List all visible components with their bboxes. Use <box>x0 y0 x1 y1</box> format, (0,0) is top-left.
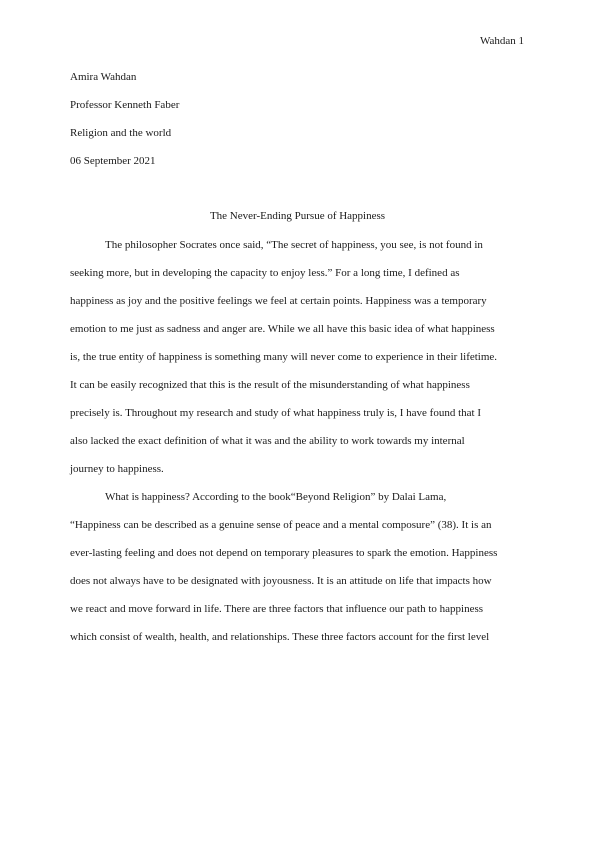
body-line: we react and move forward in life. There are three factors that influence our path to happiness <box>70 603 484 615</box>
body-line: It can be easily recognized that this is the result of the misunderstanding of what happiness <box>70 379 470 391</box>
body-line: journey to happiness. <box>70 463 164 475</box>
body-line: The philosopher Socrates once said, “The secret of happiness, you see, is not found in <box>105 239 483 251</box>
body-line: precisely is. Throughout my research and study of what happiness truly is, I have found that I <box>70 407 481 419</box>
course-name: Religion and the world <box>70 127 172 139</box>
body-line: What is happiness? According to the book“Beyond Religion” by Dalai Lama, <box>105 491 447 503</box>
body-line: happiness as joy and the positive feelings we feel at certain points. Happiness was a temporary <box>70 295 487 307</box>
body-line: emotion to me just as sadness and anger are. While we all have this basic idea of what happiness <box>70 323 495 335</box>
body-line: does not always have to be designated with joyousness. It is an attitude on life that impacts how <box>70 575 492 587</box>
body-line: is, the true entity of happiness is something many will never come to experience in their lifetime. <box>70 351 498 363</box>
running-head: Wahdan 1 <box>479 35 524 47</box>
body-line: seeking more, but in developing the capacity to enjoy less.” For a long time, I defined as <box>70 267 460 279</box>
body-line: which consist of wealth, health, and relationships. These three factors account for the first level <box>70 631 490 643</box>
author-name: Amira Wahdan <box>70 71 137 83</box>
body-line: “Happiness can be described as a genuine sense of peace and a mental composure” (38). It is an <box>70 519 492 531</box>
body-line: also lacked the exact definition of what it was and the ability to work towards my internal <box>70 435 465 447</box>
professor-name: Professor Kenneth Faber <box>70 99 180 111</box>
body-line: ever-lasting feeling and does not depend on temporary pleasures to spark the emotion. Happiness <box>70 547 498 559</box>
date: 06 September 2021 <box>70 155 156 167</box>
essay-title: The Never-Ending Pursue of Happiness <box>209 210 386 222</box>
